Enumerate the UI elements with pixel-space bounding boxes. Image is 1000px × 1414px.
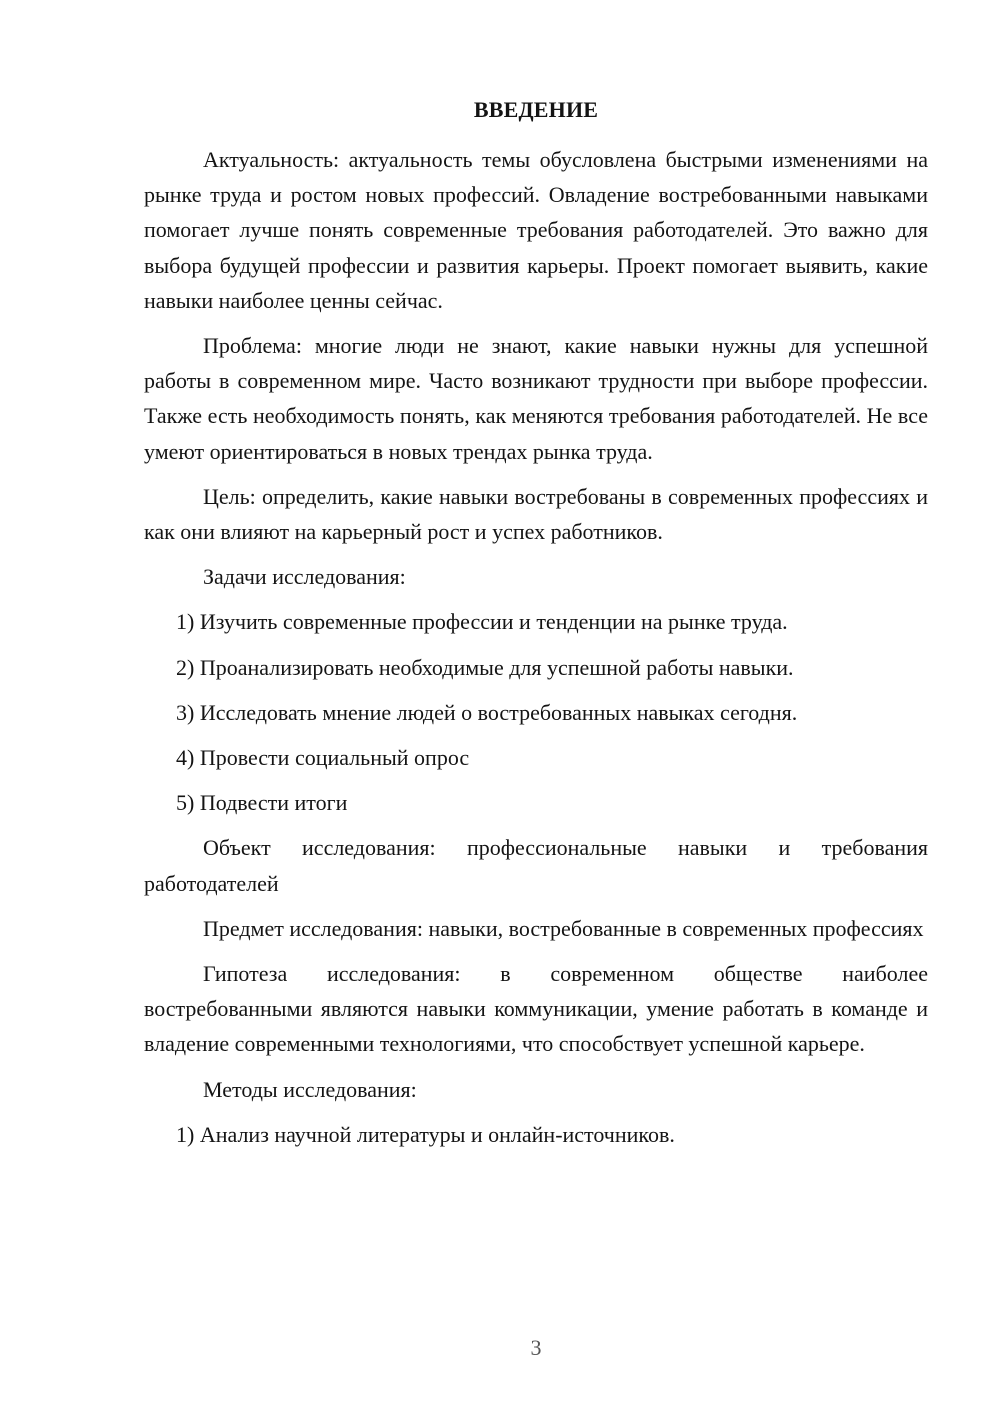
- problem-paragraph: Проблема: многие люди не знают, какие навыки нужны для успешной работы в современном мире. Часто возникают трудности при выборе профессии. Также есть необходимость понять, как меняются требования работодателей. Не все умеют ориентироваться в новых трендах рынка труда.: [144, 333, 928, 464]
- method-item-1: 1) Анализ научной литературы и онлайн-источников.: [176, 1121, 675, 1147]
- task-item-4: 4) Провести социальный опрос: [176, 745, 470, 771]
- page-number: 3: [530, 1335, 542, 1360]
- task-item-1: 1) Изучить современные профессии и тенденции на рынке труда.: [176, 609, 788, 635]
- tasks-heading: Задачи исследования:: [203, 564, 406, 590]
- methods-heading: Методы исследования:: [203, 1076, 417, 1102]
- object-paragraph: Объект исследования: профессиональные навыки и требования работодателей: [144, 835, 928, 896]
- subject-paragraph: Предмет исследования: навыки, востребованные в современных профессиях: [203, 915, 924, 941]
- task-item-3: 3) Исследовать мнение людей о востребованных навыках сегодня.: [176, 699, 798, 725]
- task-item-5: 5) Подвести итоги: [176, 790, 348, 816]
- hypothesis-paragraph: Гипотеза исследования: в современном обществе наиболее востребованными являются навыки коммуникации, умение работать в команде и владение современными технологиями, что способствует успешной карьере.: [144, 961, 928, 1057]
- relevance-paragraph: Актуальность: актуальность темы обусловлена быстрыми изменениями на рынке труда и ростом новых профессий. Овладение востребованными навыками помогает лучше понять современные требования работодателей. Это важно для выбора будущей профессии и развития карьеры. Проект помогает выявить, какие навыки наиболее ценны сейчас.: [144, 147, 928, 313]
- section-title: ВВЕДЕНИЕ: [473, 97, 599, 122]
- task-item-2: 2) Проанализировать необходимые для успешной работы навыки.: [176, 654, 794, 680]
- goal-paragraph: Цель: определить, какие навыки востребованы в современных профессиях и как они влияют на карьерный рост и успех работников.: [144, 483, 928, 545]
- document-page: [144, 92, 928, 1162]
